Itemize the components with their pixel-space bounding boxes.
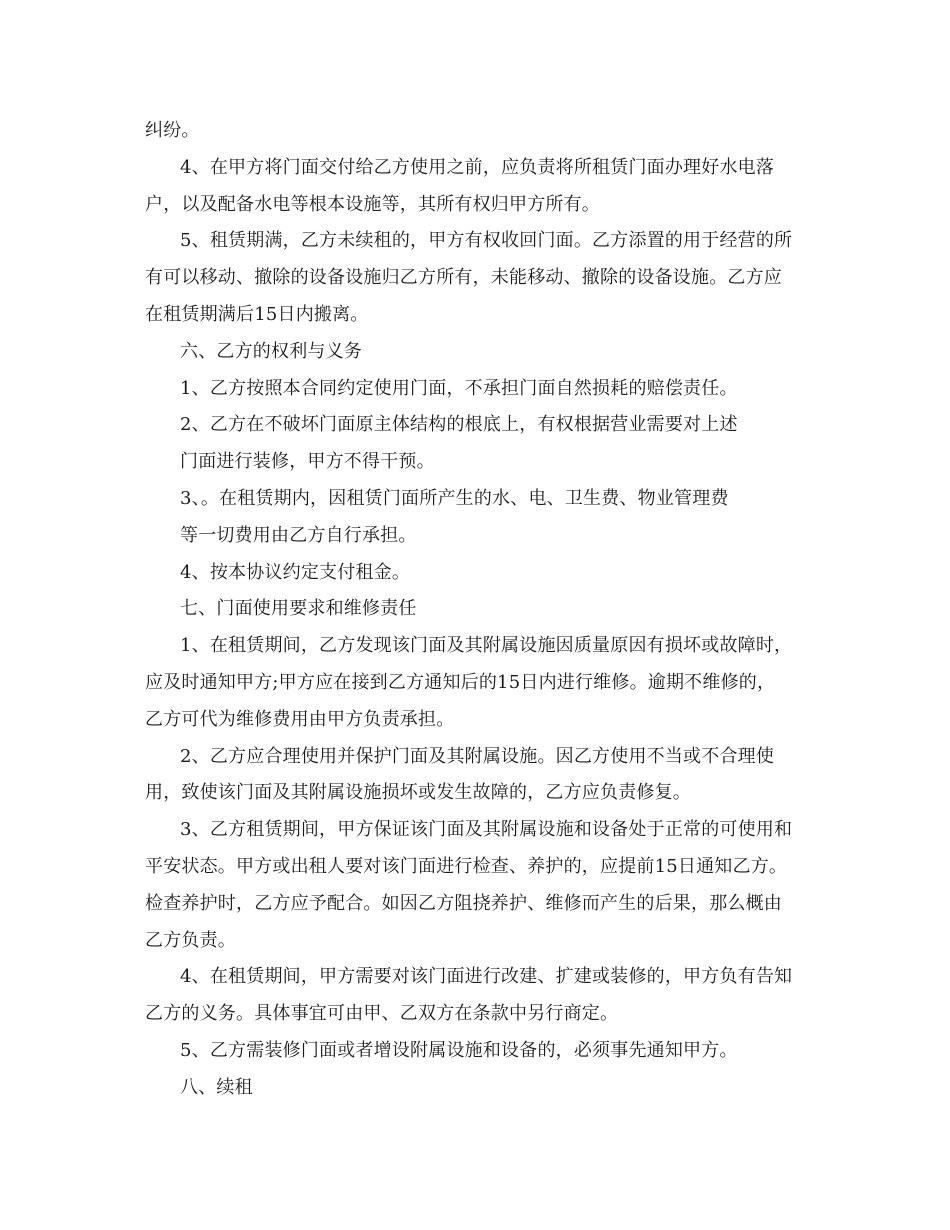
paragraph-line: 检查养护时，乙方应予配合。如因乙方阻挠养护、维修而产生的后果，那么概由 — [145, 892, 782, 914]
paragraph-line: 2、乙方在不破坏门面原主体结构的根底上，有权根据营业需要对上述 — [180, 414, 738, 436]
section-heading: 八、续租 — [180, 1076, 253, 1098]
paragraph-line: 4、按本协议约定支付租金。 — [180, 561, 411, 583]
paragraph-line: 用，致使该门面及其附属设施损坏或发生故障的，乙方应负责修复。 — [145, 782, 691, 804]
paragraph-line: 3、乙方租赁期间，甲方保证该门面及其附属设施和设备处于正常的可使用和 — [180, 819, 793, 841]
document-body — [145, 113, 825, 1107]
paragraph-line: 等一切费用由乙方自行承担。 — [180, 524, 417, 546]
section-heading: 六、乙方的权利与义务 — [180, 340, 362, 362]
paragraph-line: 1、在租赁期间，乙方发现该门面及其附属设施因质量原因有损坏或故障时， — [180, 635, 793, 657]
paragraph-line: 户，以及配备水电等根本设施等，其所有权归甲方所有。 — [145, 193, 600, 215]
paragraph-line: 5、租赁期满，乙方未续租的，甲方有权收回门面。乙方添置的用于经营的所 — [180, 230, 793, 252]
paragraph-line: 2、乙方应合理使用并保护门面及其附属设施。因乙方使用不当或不合理使 — [180, 745, 775, 767]
paragraph-line: 在租赁期满后15日内搬离。 — [145, 303, 369, 325]
paragraph-line: 1、乙方按照本合同约定使用门面，不承担门面自然损耗的赔偿责任。 — [180, 377, 738, 399]
paragraph-line: 乙方的义务。具体事宜可由甲、乙双方在条款中另行商定。 — [145, 1003, 619, 1025]
paragraph-line: 纠纷。 — [145, 120, 200, 141]
paragraph-line: 乙方负责。 — [145, 929, 236, 951]
paragraph-line: 3、。在租赁期内，因租赁门面所产生的水、电、卫生费、物业管理费 — [180, 487, 729, 509]
paragraph-line: 有可以移动、撤除的设备设施归乙方所有，未能移动、撤除的设备设施。乙方应 — [145, 267, 782, 289]
paragraph-line: 4、在甲方将门面交付给乙方使用之前，应负责将所租赁门面办理好水电落 — [180, 156, 775, 178]
paragraph-line: 乙方可代为维修费用由甲方负责承担。 — [145, 708, 455, 730]
paragraph-line: 平安状态。甲方或出租人要对该门面进行检查、养护的，应提前15日通知乙方。 — [145, 855, 788, 877]
paragraph-line: 4、在租赁期间，甲方需要对该门面进行改建、扩建或装修的，甲方负有告知 — [180, 966, 793, 988]
section-heading: 七、门面使用要求和维修责任 — [180, 598, 417, 620]
paragraph-line: 应及时通知甲方;甲方应在接到乙方通知后的15日内进行维修。逾期不维修的， — [145, 671, 776, 693]
paragraph-line: 5、乙方需装修门面或者增设附属设施和设备的，必须事先通知甲方。 — [180, 1039, 738, 1061]
paragraph-line: 门面进行装修，甲方不得干预。 — [180, 451, 435, 473]
